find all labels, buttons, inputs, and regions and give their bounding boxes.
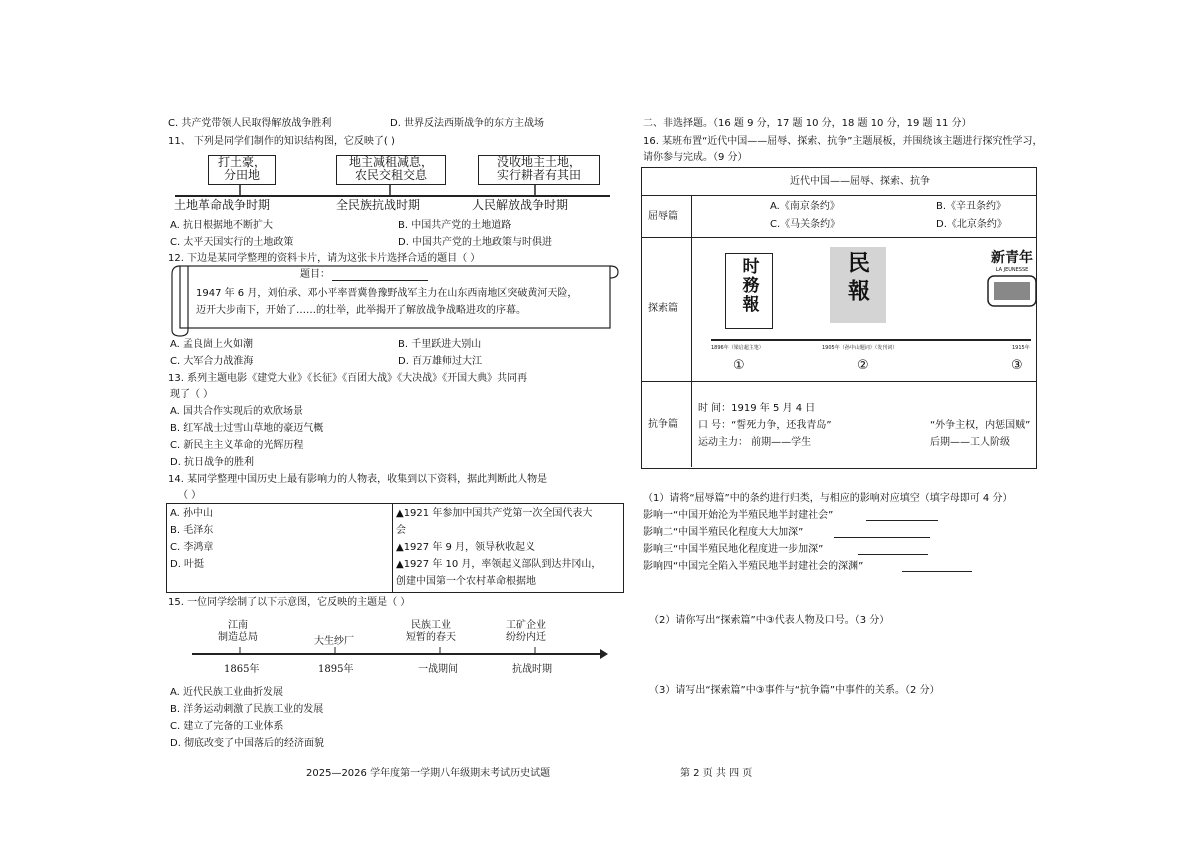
newspaper-shiwu-bao <box>725 253 773 329</box>
q12-stem: 12. 下边是某同学整理的资料卡片，请为这张卡片选择合适的题目（ ） <box>168 253 481 264</box>
q11-option-d: D. 中国共产党的土地政策与时俱进 <box>398 237 553 248</box>
q13-option-a: A. 国共合作实现后的欢欣场景 <box>170 406 304 417</box>
newspaper-xin-qingnian <box>980 247 1044 311</box>
resistance-force: 运动主力： 前期——学生 <box>698 437 812 448</box>
q12-card-line-2: 迈开大步南下，开始了……的壮举，此举揭开了解放战争战略进攻的序幕。 <box>196 305 526 316</box>
q11-period-2: 全民族抗战时期 <box>336 198 421 212</box>
q14-fact-1b: 会 <box>396 525 406 536</box>
table-header: 近代中国——屈辱、探索、抗争 <box>790 176 930 187</box>
q11-period-1: 土地革命战争时期 <box>174 198 271 212</box>
timeline-label-3: 1915年 <box>1012 345 1030 351</box>
impact-3-blank[interactable] <box>858 554 928 555</box>
q14-stem-2: （ ） <box>178 490 202 501</box>
q15-bottom-4: 抗战时期 <box>512 664 552 675</box>
resistance-slogan: 口 号：“誓死力争，还我青岛” <box>698 420 832 431</box>
q14-fact-3b: 创建中国第一个农村革命根据地 <box>396 576 536 587</box>
row-label-exploration: 探索篇 <box>648 303 678 314</box>
section-title: 二、非选择题。（16 题 9 分，17 题 10 分，18 题 10 分，19 题 11 分） <box>643 118 972 129</box>
table-line-1 <box>641 195 1036 196</box>
q15-option-a: A. 近代民族工业曲折发展 <box>170 687 284 698</box>
q12-option-c: C. 大军合力战淮海 <box>170 356 254 367</box>
sub-question-1: （1）请将“屈辱篇”中的条约进行归类，与相应的影响对应填空（填字母即可 4 分） <box>643 493 1013 504</box>
sub-question-3: （3）请写出“探索篇”中③事件与“抗争篇”中事件的关系。（2 分） <box>649 685 940 696</box>
q16-stem-2: 请你参与完成。（9 分） <box>643 152 748 163</box>
resistance-force-2: 后期——工人阶级 <box>930 437 1010 448</box>
table-col-divider <box>691 195 692 467</box>
impact-4-blank[interactable] <box>902 571 972 572</box>
impact-1: 影响一“中国开始沦为半殖民地半封建社会” <box>643 510 834 521</box>
q10-option-d: D. 世界反法西斯战争的东方主战场 <box>390 118 545 129</box>
q11-box-3: 没收地主土地， 实行耕者有其田 <box>478 155 600 185</box>
treaty-c: C.《马关条约》 <box>770 219 841 230</box>
q14-stem-1: 14. 某同学整理中国历史上最有影响力的人物表，收集到以下资料，据此判断此人物是 <box>168 474 548 485</box>
circled-3: ③ <box>1011 358 1023 373</box>
q15-top-1: 江南 制造总局 <box>218 620 258 643</box>
circled-1: ① <box>733 358 745 373</box>
q12-title-blank <box>332 280 428 281</box>
q15-top-2: 大生纱厂 <box>314 636 354 647</box>
q16-stem-1: 16. 某班布置“近代中国——屈辱、探索、抗争”主题展板，并围绕该主题进行探究性学习， <box>643 136 1043 147</box>
q11-stem: 11、 下列是同学们制作的知识结构图，它反映了( ) <box>168 136 395 147</box>
newspaper-1-title: 时務報 <box>738 257 759 314</box>
q11-option-a: A. 抗日根据地不断扩大 <box>170 220 274 231</box>
q11-option-c: C. 太平天国实行的土地政策 <box>170 237 294 248</box>
sub-question-2: （2）请你写出“探索篇”中③代表人物及口号。（3 分） <box>649 615 890 626</box>
q15-bottom-1: 1865年 <box>224 664 260 675</box>
q14-option-c: C. 李鸿章 <box>170 542 214 553</box>
newspaper-3-title: 新青年 <box>991 250 1033 266</box>
table-line-2 <box>641 237 1036 238</box>
q11-box-1: 打土豪， 分田地 <box>208 155 276 185</box>
treaty-b: B.《辛丑条约》 <box>936 201 1007 212</box>
q11-box-2: 地主减租减息， 农民交租交息 <box>336 155 446 185</box>
treaty-a: A.《南京条约》 <box>770 201 840 212</box>
resistance-time: 时 间：1919 年 5 月 4 日 <box>698 403 816 414</box>
q12-option-d: D. 百万雄师过大江 <box>398 356 483 367</box>
q13-option-c: C. 新民主主义革命的光辉历程 <box>170 440 304 451</box>
newspaper-min-bao <box>830 247 886 323</box>
q12-card-title: 题目： <box>300 269 330 280</box>
q15-option-d: D. 彻底改变了中国落后的经济面貌 <box>170 738 325 749</box>
q15-bottom-2: 1895年 <box>318 664 354 675</box>
timeline-label-1: 1896年（梁启超主笔） <box>711 345 764 351</box>
right-footer: 第 2 页 共 四 页 <box>680 768 753 779</box>
q13-stem-2: 现了（ ） <box>170 389 214 400</box>
q14-table-divider <box>392 503 393 592</box>
q15-bottom-3: 一战期间 <box>418 664 458 675</box>
row-label-humiliation: 屈辱篇 <box>648 211 678 222</box>
table-line-3 <box>641 381 1036 382</box>
q12-option-a: A. 孟良崮上火如潮 <box>170 339 254 350</box>
q15-option-b: B. 洋务运动刺激了民族工业的发展 <box>170 704 324 715</box>
circled-2: ② <box>857 358 869 373</box>
q12-option-b: B. 千里跃进大别山 <box>398 339 482 350</box>
q14-fact-3: ▲1927 年 10 月，率领起义部队到达井冈山， <box>396 559 602 570</box>
q11-period-3: 人民解放战争时期 <box>472 198 569 212</box>
q14-option-b: B. 毛泽东 <box>170 525 214 536</box>
newspaper-3-cover-art <box>980 273 1044 311</box>
q14-fact-1: ▲1921 年参加中国共产党第一次全国代表大 <box>396 508 593 519</box>
treaty-d: D.《北京条约》 <box>936 219 1007 230</box>
q10-option-c: C. 共产党带领人民取得解放战争胜利 <box>168 118 332 129</box>
timeline-label-2: 1905年（孙中山题词）（发刊词） <box>822 345 898 351</box>
q11-option-b: B. 中国共产党的土地道路 <box>398 220 512 231</box>
newspaper-2-title: 民報 <box>844 251 871 307</box>
q15-stem: 15. 一位同学绘制了以下示意图，它反映的主题是（ ） <box>168 597 411 608</box>
q15-top-3: 民族工业 短暂的春天 <box>406 620 456 643</box>
impact-2-blank[interactable] <box>834 537 930 538</box>
resistance-slogan-2: “外争主权，内惩国贼” <box>930 420 1031 431</box>
q15-option-c: C. 建立了完备的工业体系 <box>170 721 284 732</box>
q12-card-line-1: 1947 年 6 月，刘伯承、邓小平率晋冀鲁豫野战军主力在山东西南地区突破黄河天险， <box>196 288 578 299</box>
q13-option-d: D. 抗日战争的胜利 <box>170 457 255 468</box>
q14-fact-2: ▲1927 年 9 月，领导秋收起义 <box>396 542 536 553</box>
newspaper-3-subtitle: LA JEUNESSE <box>995 267 1029 273</box>
impact-1-blank[interactable] <box>866 520 938 521</box>
row-label-resistance: 抗争篇 <box>648 419 678 430</box>
left-footer: 2025—2026 学年度第一学期八年级期末考试历史试题 <box>306 768 551 779</box>
q14-option-a: A. 孙中山 <box>170 508 214 519</box>
exploration-timeline <box>711 339 1031 341</box>
impact-4: 影响四“中国完全陷入半殖民地半封建社会的深渊” <box>643 561 864 572</box>
q13-option-b: B. 红军战士过雪山草地的豪迈气概 <box>170 423 324 434</box>
impact-2: 影响二“中国半殖民化程度大大加深” <box>643 527 804 538</box>
impact-3: 影响三“中国半殖民地化程度进一步加深” <box>643 544 824 555</box>
q12-scroll-card <box>170 262 620 342</box>
q14-option-d: D. 叶挺 <box>170 559 205 570</box>
q13-stem-1: 13. 系列主题电影《建党大业》《长征》《百团大战》《大决战》《开国大典》共同再 <box>168 373 528 384</box>
q15-top-4: 工矿企业 纷纷内迁 <box>506 620 546 643</box>
